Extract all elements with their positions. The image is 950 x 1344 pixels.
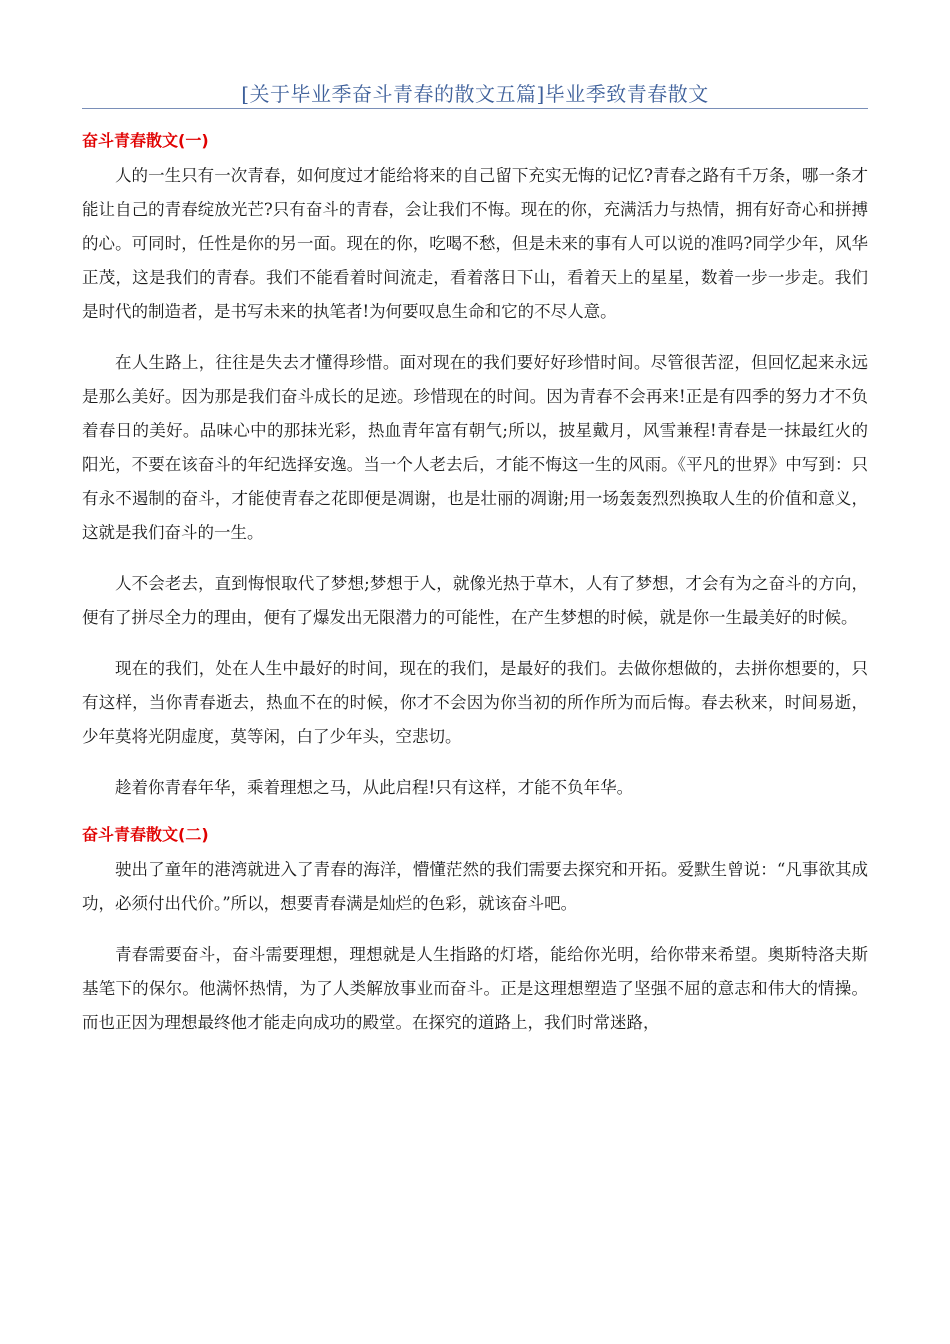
document-title: [关于毕业季奋斗青春的散文五篇]毕业季致青春散文 (241, 82, 709, 106)
section-heading: 奋斗青春散文(一) (82, 131, 209, 150)
paragraph: 在人生路上，往往是失去才懂得珍惜。面对现在的我们要好好珍惜时间。尽管很苦涩，但回忆起来永远是那么美好。因为那是我们奋斗成长的足迹。珍惜现在的时间。因为青春不会再来!正是有四季的努力才不负着春日的美好。品味心中的那抹光彩，热血青年富有朝气;所以，披星戴月，风雪兼程!青春是一抹最红火的阳光，不要在该奋斗的年纪选择安逸。当一个人老去后，才能不悔这一生的风雨。《平凡的世界》中写到：只有永不遏制的奋斗，才能使青春之花即便是凋谢，也是壮丽的凋谢;用一场轰轰烈烈换取人生的价值和意义，这就是我们奋斗的一生。 (82, 353, 868, 542)
section-heading: 奋斗青春散文(二) (82, 825, 209, 844)
paragraph: 人不会老去，直到悔恨取代了梦想;梦想于人，就像光热于草木，人有了梦想，才会有为之奋斗的方向，便有了拼尽全力的理由，便有了爆发出无限潜力的可能性，在产生梦想的时候，就是你一生最美好的时候。 (82, 574, 868, 627)
paragraph: 驶出了童年的港湾就进入了青春的海洋，懵懂茫然的我们需要去探究和开拓。爱默生曾说：“凡事欲其成功，必须付出代价。”所以，想要青春满是灿烂的色彩，就该奋斗吧。 (82, 860, 868, 913)
title-divider (82, 108, 868, 109)
paragraph: 青春需要奋斗，奋斗需要理想，理想就是人生指路的灯塔，能给你光明，给你带来希望。奥斯特洛夫斯基笔下的保尔。他满怀热情，为了人类解放事业而奋斗。正是这理想塑造了坚强不屈的意志和伟大的情操。而也正因为理想最终他才能走向成功的殿堂。在探究的道路上，我们时常迷路， (82, 945, 868, 1032)
paragraph: 趁着你青春年华，乘着理想之马，从此启程!只有这样，才能不负年华。 (115, 778, 634, 797)
section-1 (82, 128, 868, 805)
paragraph: 人的一生只有一次青春，如何度过才能给将来的自己留下充实无悔的记忆?青春之路有千万条，哪一条才能让自己的青春绽放光芒?只有奋斗的青春，会让我们不悔。现在的你，充满活力与热情，拥有好奇心和拼搏的心。可同时，任性是你的另一面。现在的你，吃喝不愁，但是未来的事有人可以说的准吗?同学少年，风华正茂，这是我们的青春。我们不能看着时间流走，看着落日下山，看着天上的星星，数着一步一步走。我们是时代的制造者，是书写未来的执笔者!为何要叹息生命和它的不尽人意。 (82, 166, 868, 321)
paragraph: 现在的我们，处在人生中最好的时间，现在的我们，是最好的我们。去做你想做的，去拼你想要的，只有这样，当你青春逝去，热血不在的时候，你才不会因为你当初的所作所为而后悔。春去秋来，时间易逝，少年莫将光阴虚度，莫等闲，白了少年头，空悲切。 (82, 659, 868, 746)
document-body (82, 118, 868, 1057)
section-2 (82, 822, 868, 1040)
